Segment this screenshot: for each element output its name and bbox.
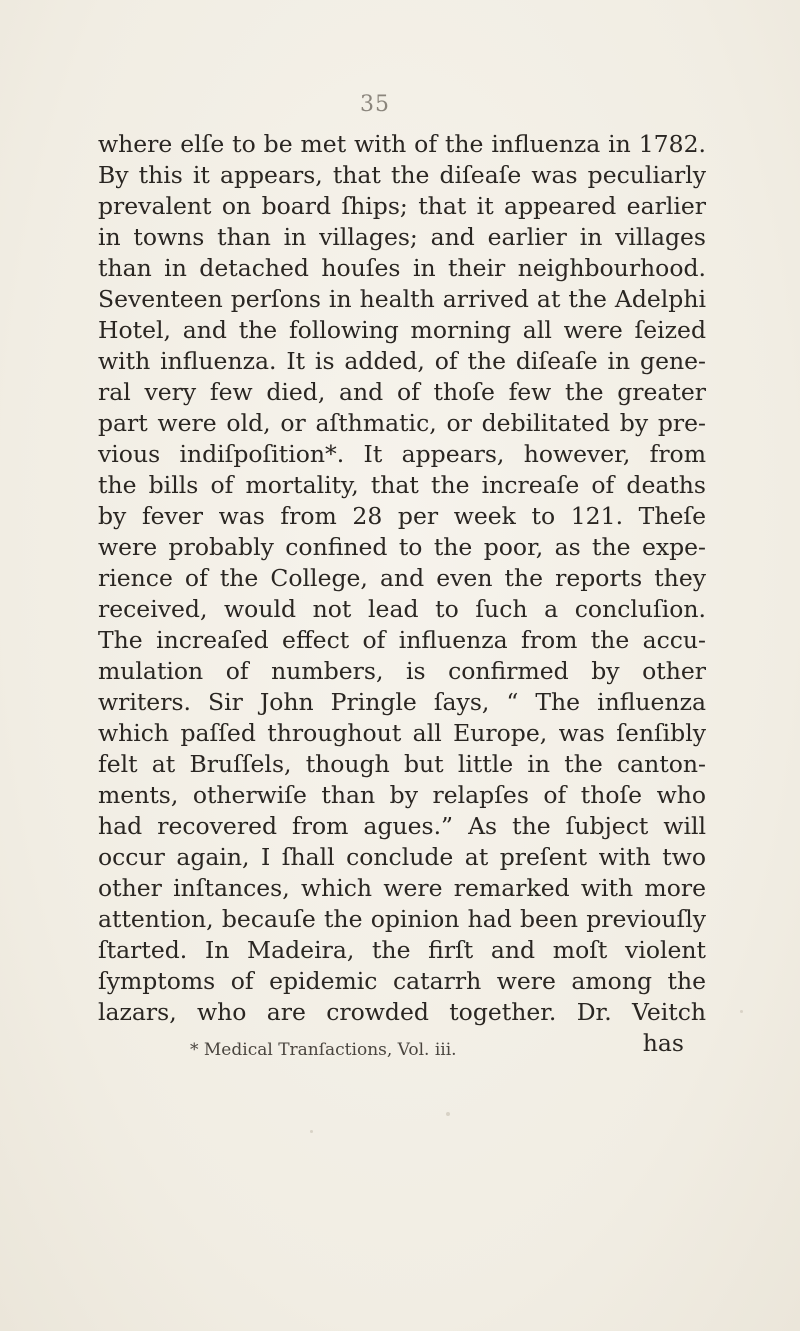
- text-line: occur again, I ſhall conclude at preſent with two: [98, 843, 706, 871]
- text-line: writers. Sir John Pringle ſays, “ The influenza: [98, 688, 706, 716]
- text-line: the bills of mortality, that the increaſe of deaths: [98, 471, 706, 499]
- text-line: By this it appears, that the diſeaſe was peculiarly: [98, 161, 706, 189]
- paper-speck: [740, 1010, 743, 1013]
- text-line: were probably confined to the poor, as the expe-: [98, 533, 706, 561]
- text-line: rience of the College, and even the reports they: [98, 564, 706, 592]
- footnote: * Medical Tranſactions, Vol. iii.: [190, 1040, 457, 1060]
- text-line: mulation of numbers, is confirmed by other: [98, 657, 706, 685]
- text-line: ſymptoms of epidemic catarrh were among the: [98, 967, 706, 995]
- text-line: by fever was from 28 per week to 121. Theſe: [98, 502, 706, 530]
- text-line: ments, otherwiſe than by relapſes of thoſe who: [98, 781, 706, 809]
- text-line: lazars, who are crowded together. Dr. Veitch: [98, 998, 706, 1026]
- text-line: which paſſed throughout all Europe, was ſenſibly: [98, 719, 706, 747]
- catchword: has: [642, 1029, 684, 1057]
- text-line: than in detached houſes in their neighbourhood.: [98, 254, 706, 282]
- text-line: vious indiſpoſition*. It appears, however, from: [98, 440, 706, 468]
- paper-speck: [310, 1130, 313, 1133]
- text-line: prevalent on board ſhips; that it appeared earlier: [98, 192, 706, 220]
- text-line: in towns than in villages; and earlier in villages: [98, 223, 706, 251]
- text-line: ſtarted. In Madeira, the firſt and moſt violent: [98, 936, 706, 964]
- text-line: Hotel, and the following morning all were ſeized: [98, 316, 706, 344]
- text-line: where elſe to be met with of the influenza in 1782.: [98, 130, 706, 158]
- text-line: had recovered from agues.” As the ſubject will: [98, 812, 706, 840]
- text-line: received, would not lead to ſuch a concluſion.: [98, 595, 706, 623]
- text-line: ral very few died, and of thoſe few the greater: [98, 378, 706, 406]
- text-line: with influenza. It is added, of the diſeaſe in gene-: [98, 347, 706, 375]
- text-line: Seventeen perſons in health arrived at the Adelphi: [98, 285, 706, 313]
- paper-speck: [446, 1112, 450, 1116]
- text-line: felt at Bruſſels, though but little in the canton-: [98, 750, 706, 778]
- text-line: The increaſed effect of influenza from the accu-: [98, 626, 706, 654]
- text-line: part were old, or aſthmatic, or debilitated by pre-: [98, 409, 706, 437]
- text-line: other inſtances, which were remarked with more: [98, 874, 706, 902]
- page-number: 35: [360, 92, 390, 117]
- text-line: attention, becauſe the opinion had been previouſly: [98, 905, 706, 933]
